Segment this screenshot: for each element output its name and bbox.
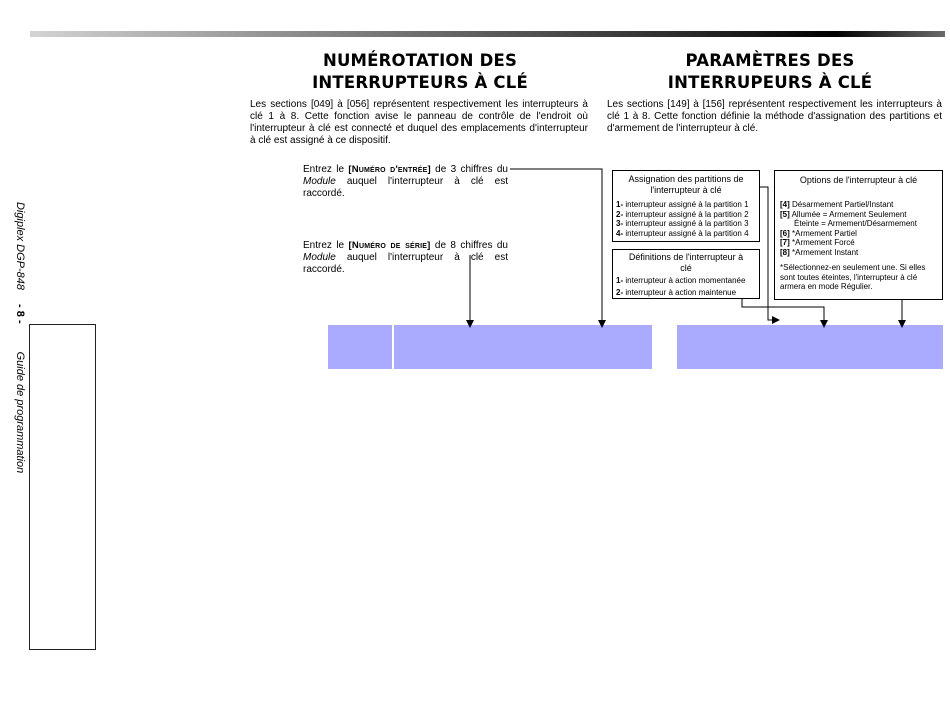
partition-item: 3- interrupteur assigné à la partition 3: [616, 219, 749, 228]
entry-number-instruction: Entrez le [Numéro d'entrée] de 3 chiffres du Module auquel l'interrupteur à clé est raccordé.: [303, 164, 508, 199]
option-item: [7] *Armement Forcé: [780, 238, 855, 247]
partition-item: 2- interrupteur assigné à la partition 2: [616, 209, 749, 219]
option-item: Éteinte = Armement/Désarmement: [794, 219, 917, 228]
right-description: Les sections [149] à [156] représentent respectivement les interrupteurs à clé 1 à 8. Cette fonction définie la méthode d'assignation des partitions et d'armement de l'interrupteur à clé.: [607, 99, 942, 134]
definition-item: 1- interrupteur à action momentanée: [616, 276, 746, 285]
options-note: *Sélectionnez-en seulement une. Si elles sont toutes éteintes, l'interrupteur à clé armera en mode Régulier.: [780, 263, 926, 291]
serial-number-instruction: Entrez le [Numéro de série] de 8 chiffres du Module auquel l'interrupteur à clé est raccordé.: [303, 240, 508, 275]
option-item: [8] *Armement Instant: [780, 247, 859, 257]
right-title-line2: INTERRUPEURS À CLÉ: [667, 73, 873, 92]
definitions-arrow: [742, 299, 824, 324]
partition-item: 1- interrupteur assigné à la partition 1: [616, 200, 749, 209]
partition-box-title: Assignation des partitions de l'interrupteur à clé: [628, 174, 744, 195]
option-item: [6] *Armement Partiel: [780, 228, 857, 238]
guide-title: Guide de programmation: [14, 351, 26, 474]
left-title-line2: INTERRUPTEURS À CLÉ: [312, 73, 528, 92]
option-item: [5] Allumée = Armement Seulement: [780, 209, 907, 219]
definitions-box-title: Définitions de l'interrupteur à clé: [628, 252, 744, 273]
entry-number-arrow: [510, 169, 602, 324]
options-box-title: Options de l'interrupteur à clé: [799, 175, 918, 185]
serial-number-term: [Numéro de série]: [348, 240, 431, 251]
partition-item: 4- interrupteur assigné à la partition 4: [616, 228, 749, 238]
page-number: - 8 -: [14, 304, 26, 324]
left-description: Les sections [049] à [056] représentent respectivement les interrupteurs à clé 1 à 8. Cette fonction avise le panneau de contrôle de l'endroit où l'interrupteur à clé est connecté et duquel des emplacements d'interrupteur à clé est assigné à ce dispositif.: [250, 99, 588, 146]
definition-item: 2- interrupteur à action maintenue: [616, 287, 737, 297]
entry-number-term: [Numéro d'entrée]: [348, 164, 431, 175]
option-item: [4] Désarmement Partiel/Instant: [780, 200, 894, 209]
partition-arrow: [760, 187, 776, 320]
product-name: Digiplex DGP-848: [14, 202, 26, 291]
left-title-line1: NUMÉROTATION DES: [322, 51, 518, 70]
right-title-line1: PARAMÈTRES DES: [685, 51, 855, 70]
